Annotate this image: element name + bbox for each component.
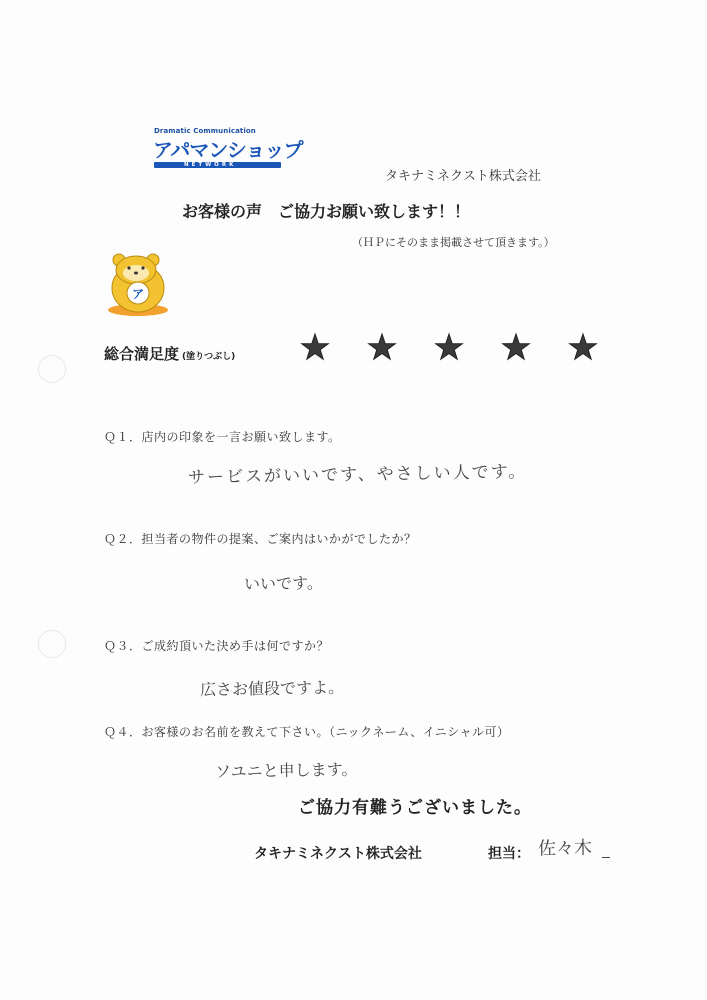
mascot-icon — [102, 248, 174, 318]
punch-hole — [38, 355, 66, 383]
thanks-message: ご協力有難うございました。 — [298, 798, 532, 818]
page-title: お客様の声 ご協力お願い致します！！ — [182, 202, 471, 221]
satisfaction-label — [104, 343, 235, 364]
star-4-icon — [501, 331, 531, 363]
answer-3-handwriting: 広さお値段ですよ。 — [199, 677, 345, 700]
company-name-top: タキナミネクスト株式会社 — [385, 169, 541, 184]
star-5-icon — [568, 331, 598, 363]
answer-4-handwriting: ソユニと申します。 — [214, 759, 358, 782]
question-3-label: Ｑ３．ご成約頂いた決め手は何ですか？ — [104, 639, 330, 653]
satisfaction-label-text: 総合満足度 — [104, 345, 180, 363]
satisfaction-note: (塗りつぶし) — [182, 352, 236, 362]
answer-2-handwriting: いいです。 — [243, 573, 323, 594]
logo-brand: アパマンショップ — [153, 138, 303, 162]
question-1-label: Ｑ１．店内の印象を一言お願い致します。 — [104, 430, 341, 444]
star-1-icon — [300, 331, 330, 363]
footer-company: タキナミネクスト株式会社 — [254, 846, 422, 862]
svg-text:ア: ア — [131, 287, 145, 301]
question-4-label: Ｑ４．お客様のお名前を教えて下さい。（ニックネーム、イニシャル可） — [104, 725, 510, 739]
logo-network: NETWORK — [184, 162, 237, 168]
staff-name-handwriting: 佐々木 — [537, 837, 593, 860]
logo-tagline: Dramatic Communication — [154, 127, 256, 135]
apaman-shop-logo — [153, 127, 303, 177]
staff-underline — [602, 857, 610, 858]
answer-1-handwriting: サービスがいいです、やさしい人です。 — [187, 462, 528, 488]
star-2-icon — [367, 331, 397, 363]
question-2-label: Ｑ２．担当者の物件の提案、ご案内はいかがでしたか？ — [104, 532, 417, 546]
page-subtitle: （ＨＰにそのまま掲載させて頂きます。） — [352, 236, 555, 249]
staff-label: 担当： — [488, 846, 530, 862]
punch-hole — [38, 630, 66, 658]
star-3-icon — [434, 331, 464, 363]
